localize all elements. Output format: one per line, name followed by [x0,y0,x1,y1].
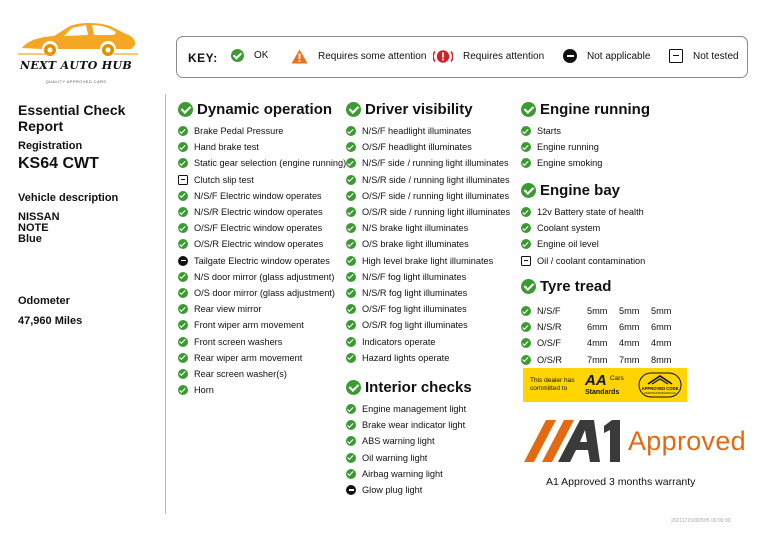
check-item [521,236,645,252]
a1-approved-logo [524,416,746,466]
check-item-label: Brake wear indicator light [362,420,466,431]
ok-icon [521,239,531,249]
check-item-label: Tailgate Electric window operates [194,255,330,266]
check-item-label: Rear wiper arm movement [194,352,303,363]
check-item-label: O/S/R fog light illuminates [362,320,468,331]
not-tested-icon [178,175,188,185]
key-item-not-tested [669,49,739,63]
seal-subtext: TRADINGSTANDARDS.UK [644,392,676,395]
check-item [521,139,650,155]
key-label: Requires attention [463,51,545,62]
tread-depth: 8mm [651,354,672,365]
check-item [346,317,510,333]
section-dynamic-operation [178,99,346,398]
check-item-label: Glow plug light [362,485,423,496]
key-label: OK [254,50,269,61]
check-item-label: N/S/R fog light illuminates [362,287,468,298]
tyre-position: N/S/R [537,322,562,333]
check-item-label: Brake Pedal Pressure [194,126,284,137]
ok-icon [346,453,356,463]
tyre-position: O/S/R [537,354,563,365]
check-item [178,123,346,139]
ok-icon [178,369,188,379]
ok-icon [178,320,188,330]
check-item-label: N/S/F side / running light illuminates [362,158,509,169]
tyre-row [521,352,683,368]
check-item [346,123,510,139]
check-item [346,172,510,188]
check-item-label: Airbag warning light [362,468,443,479]
section-ok-icon [521,279,536,294]
section-ok-icon [346,380,361,395]
ok-icon [346,207,356,217]
check-item-label: O/S/F fog light illuminates [362,304,467,315]
document-id: 20211715090505 09:09:30 [671,518,731,524]
tread-depth: 7mm [619,354,640,365]
check-item-label: Indicators operate [362,336,436,347]
aa-badge-text [530,377,574,393]
check-item [521,123,650,139]
not-applicable-icon [346,485,356,495]
ok-icon [521,207,531,217]
check-item-label: Rear screen washer(s) [194,368,287,379]
check-item [178,317,346,333]
odometer-label: Odometer [18,295,70,307]
check-item-label: Rear view mirror [194,304,262,315]
ok-icon [346,420,356,430]
check-item [178,236,346,252]
ok-icon [521,126,531,136]
check-item [521,220,645,236]
ok-icon [346,191,356,201]
section-title: Dynamic operation [197,100,333,118]
check-item [346,285,510,301]
check-item [178,285,346,301]
ok-icon [346,126,356,136]
ok-icon [346,142,356,152]
check-item [178,155,346,171]
logo-name: NEXT AUTO HUB [20,59,132,72]
ok-icon [346,469,356,479]
check-item [178,253,346,269]
not-tested-icon [521,256,531,266]
check-item-label: ABS warning light [362,436,435,447]
ok-icon [346,337,356,347]
check-item-label: Oil warning light [362,452,428,463]
a1-approved-word: Approved [628,426,746,456]
key-label: Requires some attention [318,51,427,62]
key-item-attention [433,49,544,64]
check-item-label: N/S/F headlight illuminates [362,126,472,137]
ok-icon [521,355,531,365]
ok-icon [346,158,356,168]
check-list [521,123,650,172]
check-item [178,333,346,349]
check-item-label: Engine oil level [537,239,599,250]
check-item-label: N/S brake light illuminates [362,223,469,234]
warning-triangle-icon [291,49,308,64]
ok-icon [346,175,356,185]
aa-logo: AA [585,372,607,389]
check-item-label: O/S/F side / running light illuminates [362,190,510,201]
odometer-value: 47,960 Miles [18,315,83,327]
key-item-ok [231,49,268,62]
check-item-label: O/S/F headlight illuminates [362,142,472,153]
tread-depth: 5mm [651,306,672,317]
ok-icon [178,191,188,201]
check-item [346,253,510,269]
aa-badge-line: This dealer has [530,377,575,384]
alert-icon [433,49,453,64]
aa-standards-label: Standards [585,389,620,396]
ok-icon [178,158,188,168]
section-ok-icon [521,102,536,117]
ok-icon [178,353,188,363]
key-label: Not applicable [587,50,651,62]
check-item-label: Oil / coolant contamination [537,255,646,266]
check-item-label: O/S door mirror (glass adjustment) [194,287,335,298]
seal-text: APPROVED CODE [641,386,679,391]
tread-depth: 7mm [587,354,608,365]
aa-cars-standards-badge [523,368,687,402]
tyre-position: N/S/F [537,306,561,317]
ok-icon [521,338,531,348]
section-ok-icon [346,102,361,117]
ok-icon [178,239,188,249]
ok-icon [346,272,356,282]
check-item [178,220,346,236]
check-item [346,204,510,220]
vehicle-model: NOTE [18,222,49,234]
ok-icon [178,126,188,136]
tread-depth: 5mm [587,306,608,317]
warranty-caption: A1 Approved 3 months warranty [546,476,696,488]
key-title: KEY: [188,51,218,65]
aa-badge-line: committed to [530,385,568,392]
tread-depth: 5mm [619,306,640,317]
tread-depth: 6mm [651,322,672,333]
check-item [346,433,472,449]
check-item-label: Front wiper arm movement [194,320,304,331]
check-item-label: Hand brake test [194,142,259,153]
check-item [346,139,510,155]
key-item-not-applicable [563,49,650,63]
column-divider [165,94,166,514]
ok-icon [231,49,244,62]
ok-icon [178,288,188,298]
key-label: Not tested [693,50,739,62]
ok-icon [521,142,531,152]
check-item [178,382,346,398]
check-item [346,350,510,366]
registration-label: Registration [18,140,83,152]
ok-icon [178,207,188,217]
check-item [521,204,645,220]
check-item [346,466,472,482]
tyre-position: O/S/F [537,338,561,349]
check-item [178,366,346,382]
key-item-some-attention [291,49,426,64]
check-item-label: Horn [194,385,214,396]
tyre-row [521,319,683,335]
section-title: Tyre tread [540,277,612,295]
check-item [346,155,510,171]
ok-icon [346,320,356,330]
check-item-label: Starts [537,126,561,137]
ok-icon [346,436,356,446]
check-item [346,482,472,498]
not-applicable-icon [563,49,577,63]
check-item [178,188,346,204]
check-item [178,269,346,285]
check-item-label: Engine management light [362,404,467,415]
check-item-label: Engine smoking [537,158,603,169]
logo-tagline: QUALITY APPROVED CARS [45,79,107,84]
aa-cars-label: Cars [610,375,624,382]
check-item-label: 12v Battery state of health [537,207,644,218]
ok-icon [346,223,356,233]
section-title: Engine bay [540,181,621,199]
a1-logo-icon [524,416,628,464]
tyre-table [521,303,683,368]
check-item-label: O/S/R Electric window operates [194,239,324,250]
vehicle-description-label: Vehicle description [18,192,119,204]
registration-value: KS64 CWT [18,155,99,172]
ok-icon [178,304,188,314]
check-item-label: N/S/R Electric window operates [194,207,323,218]
section-ok-icon [521,183,536,198]
check-item [346,236,510,252]
check-item-label: N/S/F Electric window operates [194,190,322,201]
tread-depth: 4mm [651,338,672,349]
ok-icon [521,158,531,168]
check-item-label: Clutch slip test [194,174,254,185]
check-item [346,450,472,466]
check-item [346,401,472,417]
section-engine-bay [521,180,645,269]
ok-icon [346,288,356,298]
check-item [346,301,510,317]
ok-icon [346,256,356,266]
dealer-logo [18,18,143,90]
check-item [178,350,346,366]
ok-icon [178,272,188,282]
key-legend [176,36,748,78]
check-list [346,123,510,366]
tread-depth: 6mm [587,322,608,333]
check-item-label: O/S brake light illuminates [362,239,469,250]
ok-icon [346,404,356,414]
check-item-label: Engine running [537,142,599,153]
check-item [521,253,645,269]
check-item [178,172,346,188]
check-item [521,155,650,171]
ok-icon [346,239,356,249]
check-item-label: N/S/R side / running light illuminates [362,174,510,185]
tread-depth: 6mm [619,322,640,333]
ok-icon [521,322,531,332]
check-item-label: High level brake light illuminates [362,255,494,266]
check-item-label: O/S/R side / running light illuminates [362,207,511,218]
check-list [178,123,346,398]
check-item [346,333,510,349]
ok-icon [178,142,188,152]
section-ok-icon [178,102,193,117]
ok-icon [178,337,188,347]
approved-code-seal-icon [638,372,682,398]
ok-icon [521,223,531,233]
check-item-label: Coolant system [537,223,601,234]
check-item-label: N/S door mirror (glass adjustment) [194,271,335,282]
check-item [346,269,510,285]
section-title: Interior checks [365,378,472,396]
section-title: Engine running [540,100,650,118]
section-tyre-tread [521,276,683,368]
section-title: Driver visibility [365,100,473,118]
check-item [346,417,472,433]
ok-icon [346,353,356,363]
check-item-label: Static gear selection (engine running) [194,158,347,169]
car-icon [18,18,138,60]
ok-icon [178,385,188,395]
check-list [521,204,645,269]
section-engine-running [521,99,650,172]
check-item [346,220,510,236]
vehicle-make: NISSAN [18,211,60,223]
report-title: Essential Check Report [18,102,126,134]
ok-icon [178,223,188,233]
tread-depth: 4mm [587,338,608,349]
check-item-label: O/S/F Electric window operates [194,223,323,234]
check-item-label: Front screen washers [194,336,283,347]
tyre-row [521,335,683,351]
ok-icon [346,304,356,314]
section-interior-checks [346,377,472,498]
check-item-label: Hazard lights operate [362,352,450,363]
section-driver-visibility [346,99,510,366]
not-tested-icon [669,49,683,63]
ok-icon [521,306,531,316]
check-item [346,188,510,204]
vehicle-description [18,212,60,245]
check-item [178,204,346,220]
check-item [178,139,346,155]
not-applicable-icon [178,256,188,266]
check-list [346,401,472,498]
check-item [178,301,346,317]
tyre-row [521,303,683,319]
vehicle-colour: Blue [18,233,42,245]
check-item-label: N/S/F fog light illuminates [362,271,467,282]
tread-depth: 4mm [619,338,640,349]
